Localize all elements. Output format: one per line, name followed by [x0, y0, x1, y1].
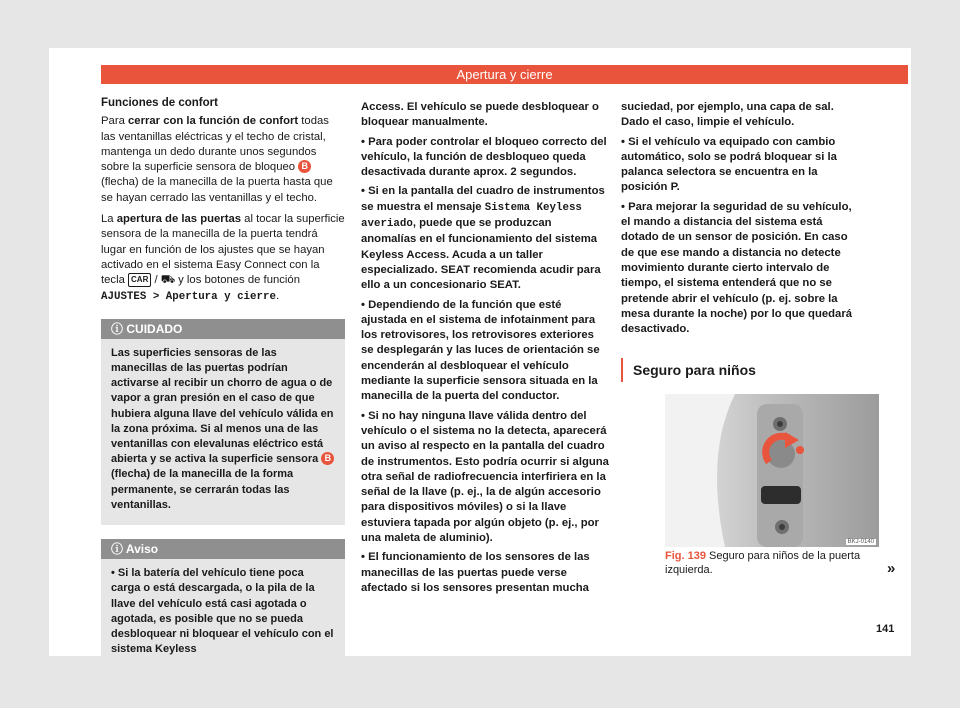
- text: La: [101, 213, 117, 226]
- figure-caption: [665, 549, 879, 577]
- caution-box: [101, 319, 345, 525]
- marker-b-icon: B: [321, 452, 334, 465]
- note-title: Aviso: [125, 542, 159, 557]
- paragraph-apertura: [101, 212, 345, 305]
- bullet-item: [361, 184, 609, 293]
- note-box: [101, 539, 345, 669]
- text: todas las ventanillas eléctricas y el techo de cristal, mantenga un dedo durante unos segundos sobre la superficie sensora de bloqueo: [101, 115, 329, 174]
- car-key-icon: CAR: [128, 273, 151, 287]
- note-header: [101, 539, 345, 559]
- column-2: [361, 100, 609, 600]
- paragraph: suciedad, por ejemplo, una capa de sal. Dado el caso, limpie el vehículo.: [621, 101, 834, 129]
- figure-code: BKJ-0140: [847, 539, 874, 545]
- text: (flecha) de la manecilla de la puerta hasta que se hayan cerrado las ventanillas y el techo.: [101, 176, 333, 204]
- paragraph-confort: [101, 114, 345, 206]
- bold-text: apertura de las puertas: [116, 213, 242, 226]
- text: /: [151, 274, 161, 287]
- bullet-item: • Si el vehículo va equipado con cambio automático, solo se podrá bloquear si la palanca selectora se encuentra en la posición P.: [621, 135, 837, 194]
- bullet-item: • Dependiendo de la función que esté ajustada en el sistema de infotainment para los retrovisores, los retrovisores exteriores se desplegarán y las luces de orientación se encenderán al desbloquear el vehículo mediante la superficie sensora situada en la manecilla de la puerta del conductor.: [361, 298, 600, 403]
- text: y los botones de función: [175, 274, 300, 287]
- manual-page: [49, 48, 911, 656]
- chapter-header: Apertura y cierre: [101, 65, 908, 84]
- info-icon: ⓘ: [111, 542, 124, 557]
- page-number: 141: [876, 623, 895, 635]
- text: Para: [101, 115, 129, 128]
- bullet-item: • Para poder controlar el bloqueo correcto del vehículo, la función de desbloqueo queda desactivada durante aprox. 2 segundos.: [361, 135, 607, 179]
- car-menu-icon: ⛟: [160, 274, 175, 287]
- caption-text: Seguro para niños de la puerta izquierda.: [665, 550, 861, 576]
- caution-header: [101, 319, 345, 339]
- caution-body: [101, 339, 345, 525]
- text: , puede que se produzcan anomalías en el funcionamiento del sistema Keyless Access. Acuda a un taller especializado. SEAT recomienda acudir para ello a un concesionario SEAT.: [361, 217, 601, 292]
- note-text: • Si la batería del vehículo tiene poca carga o está descargada, o la pila de la llave del vehículo está casi agotada o agotada, es posible que no se pueda desbloquear ni bloquear el vehículo con el sistema Keyless: [111, 567, 334, 656]
- text: Las superficies sensoras de las manecillas de las puertas podrían activarse al recibir un chorro de agua o de vapor a gran presión en el caso de que hubiera alguna llave del vehículo válida en la zona próxima. Si al menos una de las ventanillas con elevalunas eléctrico está abierta y se activa la superficie sensora: [111, 346, 334, 466]
- text: • Si en la pantalla del cuadro de instrumentos se muestra el mensaje: [361, 185, 605, 213]
- menu-path: AJUSTES > Apertura y cierre: [101, 290, 276, 303]
- figure-number: Fig. 139: [665, 550, 706, 562]
- text: al tocar la superficie sensora de la manecilla de la puerta tendrá lugar en función de los ajustes que se hayan activado en el sistema Easy Connect con la tecla: [101, 213, 345, 287]
- marker-b-icon: B: [298, 160, 311, 173]
- note-body: [101, 559, 345, 669]
- text: (flecha) de la manecilla de la forma permanente, se cerrarán todas las ventanillas.: [111, 468, 294, 511]
- text: .: [275, 289, 280, 302]
- paragraph: Access. El vehículo se puede desbloquear o bloquear manualmente.: [361, 101, 599, 129]
- child-lock-figure: [665, 394, 879, 547]
- bullet-item: • Para mejorar la seguridad de su vehículo, el mando a distancia del sistema está dotado de un sensor de posición. En caso de que ese mando a distancia no detecte movimiento durante cierto intervalo de tiempo, el sistema entenderá que no se pretende abrir el vehículo (p. ej. sobre la mesa durante la noche) por lo que quedará desactivado.: [621, 200, 853, 336]
- door-lock-illustration: [665, 394, 879, 547]
- caution-title: CUIDADO: [126, 321, 183, 336]
- bullet-item: • Si no hay ninguna llave válida dentro del vehículo o el sistema no la detecta, aparecerá un aviso al respecto en la pantalla del cuadro de instrumentos. Esto podría ocurrir si alguna otra señal de radiofrecuencia interfiriera en la señal de la llave (p. ej., la de algún accesorio para dispositivos móviles) o si la llave estuviera tapada por algún objeto (p. ej., por una maleta de aluminio).: [361, 409, 609, 545]
- column-1: [101, 96, 345, 669]
- column-3: [621, 100, 861, 341]
- section-title-seguro: Seguro para niños: [621, 358, 885, 382]
- bullet-item: • El funcionamiento de los sensores de las manecillas de las puertas puede verse afectado si los sensores presentan mucha: [361, 551, 590, 594]
- display-message: Sistema Keyless averiado: [361, 201, 582, 231]
- section-heading-confort: Funciones de confort: [101, 97, 218, 109]
- continue-arrow-icon: »: [887, 560, 896, 577]
- warning-circle-icon: ⓘ: [111, 321, 124, 336]
- caution-text: [111, 346, 335, 513]
- bold-text: cerrar con la función de confort: [128, 115, 299, 128]
